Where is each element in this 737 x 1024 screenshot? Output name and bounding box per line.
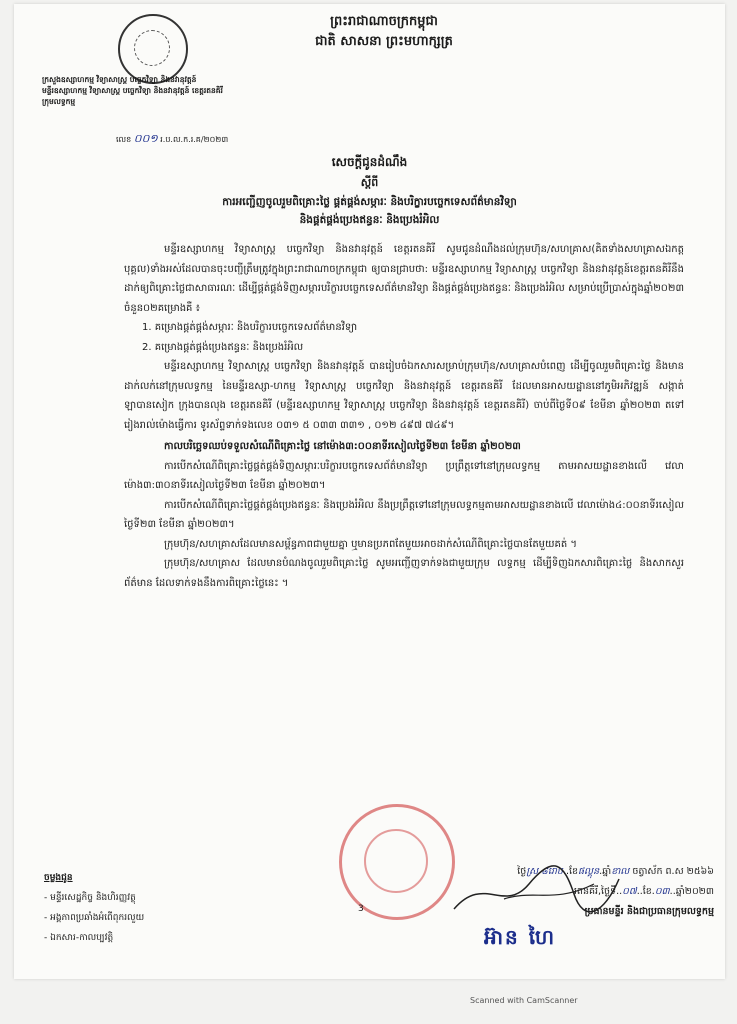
kingdom-title: ព្រះរាជាណាចក្រកម្ពុជា	[330, 14, 438, 29]
signature-scribble	[444, 854, 624, 924]
ref-number-handwritten: ០០១	[133, 132, 158, 145]
ministry-line: ក្រសួងឧស្សាហកម្ម វិទ្យាសាស្ត្រ បច្ចេកវិទ្យា និងនវានុវត្តន៍	[42, 75, 197, 84]
department-line: មន្ទីរឧស្សាហកម្ម វិទ្យាសាស្ត្រ បច្ចេកវិទ្យា និងនវានុវត្តន៍ ខេត្តរតនគិរី	[42, 86, 223, 95]
ref-prefix: លេខ	[116, 135, 132, 144]
scanner-watermark: Scanned with CamScanner	[470, 996, 578, 1005]
ref-suffix: រ.ប.ល.ក.រ.គ/២០២៣	[160, 135, 229, 144]
paragraph-opening-fuel: ការបើកសំណើពិគ្រោះថ្លៃផ្គត់ផ្គង់ប្រេងឥន្ធនៈ និងប្រេងរំអិល នឹងប្រព្រឹត្តទៅនៅក្រុមលទ្ធកម្មតាមអាសយដ្ឋានខាងលើ វេលាម៉ោង៤:០០នាទីរសៀល ថ្ងៃទី២៣ ខែមីនា ឆ្នាំ២០២៣។	[124, 499, 684, 530]
lunar-day-handwritten: ស្រ ៨រោច	[526, 866, 563, 877]
lunar-month-handwritten: ផល្គុន	[578, 866, 600, 877]
subject-label: ស្ដីពី	[360, 176, 379, 189]
copy-to-item: - អង្គភាពប្រឆាំងអំពើពុករលួយ	[44, 913, 145, 923]
paragraph-affiliation: ក្រុមហ៊ុន/សហគ្រាសដែលមានសម្ព័ន្ធភាពជាមួយគ្នា ឬមានប្រភពតែមួយអាចដាក់សំណើពិគ្រោះថ្លៃបានតែមួយគត់ ។	[164, 538, 577, 550]
lunar-month-label: ខែ	[568, 866, 579, 877]
lunar-prefix: ថ្ងៃ	[517, 866, 527, 877]
notice-body	[124, 240, 684, 593]
kingdom-header	[264, 12, 504, 52]
paragraph-deadline: កាលបរិច្ឆេទឈប់ទទួលសំណើពិគ្រោះថ្លៃ នៅម៉ោង៣:០០នាទីរសៀលថ្ងៃទី២៣ ខែមីនា ឆ្នាំ២០២៣	[164, 441, 521, 452]
subject-line-2: និងផ្គត់ផ្គង់ប្រេងឥន្ធនៈ និងប្រេងរំអិល	[299, 214, 440, 226]
paragraph-opening-it: ការបើកសំណើពិគ្រោះថ្លៃផ្គត់ផ្គង់ទិញសម្ភារៈបរិក្ខារបច្ចេកទេសព័ត៌មានវិទ្យា ប្រព្រឹត្តទៅនៅក្រុមលទ្ធកម្ម តាមអាសយដ្ឋានខាងលើ វេលាម៉ោង៣:៣០នាទីរសៀលថ្ងៃទី២៣ ខែមីនា ឆ្នាំ២០២៣។	[124, 460, 684, 491]
signer-name: អ៊ាន ហៃ	[484, 925, 557, 949]
solar-month-handwritten: ០៣	[654, 886, 670, 897]
lunar-suffix: ចត្វាស័ក ព.ស ២៥៦៦	[632, 866, 714, 877]
reference-number	[116, 132, 228, 148]
lunar-year-handwritten: ខាល	[611, 866, 630, 877]
document-page	[14, 4, 725, 979]
copy-to-heading: ចម្លងជូន	[44, 873, 73, 883]
national-motto: ជាតិ សាសនា ព្រះមហាក្សត្រ	[315, 34, 453, 49]
solar-year: ឆ្នាំ២០២៣	[675, 886, 714, 897]
solar-prefix: រតនគិរី,ថ្ងៃទី	[573, 886, 617, 897]
notice-title: សេចក្ដីជូនដំណឹង	[331, 155, 408, 169]
copy-to-item: - ឯកសារ-កាលប្បវត្តិ	[44, 933, 114, 943]
subject-line-1: ការអញ្ជើញចូលរួមពិគ្រោះថ្លៃ ផ្គត់ផ្គង់សម្ភារៈ និងបរិក្ខារបច្ចេកទេសព័ត៌មានវិទ្យា	[222, 196, 517, 208]
signatory-title: ប្រធានមន្ទីរ និងជាប្រធានក្រុមលទ្ធកម្ម	[584, 906, 714, 917]
ministry-block	[42, 74, 302, 107]
copy-to-block	[44, 868, 144, 948]
lunar-date: ថ្ងៃស្រ ៨រោច..ខែផល្គុន.ឆ្នាំខាល ចត្វាស័ក ព.ស ២៥៦៦	[517, 866, 714, 877]
lunar-year-label: ឆ្នាំ	[602, 866, 612, 877]
list-item: 1. គម្រោងផ្គត់ផ្គង់សម្ភារៈ និងបរិក្ខារបច្ចេកទេសព័ត៌មានវិទ្យា	[142, 322, 358, 333]
paragraph-intro: មន្ទីរឧស្សាហកម្ម វិទ្យាសាស្ត្រ បច្ចេកវិទ្យា និងនវានុវត្តន៍ ខេត្តរតនគិរី សូមជូនដំណឹងដល់ក្រុមហ៊ុន/សហគ្រាស(គិតទាំងសហគ្រាសឯកត្តបុគ្គល)ទាំងអស់ដែលបានចុះបញ្ជីត្រឹមត្រូវក្នុងព្រះរាជាណាចក្រកម្ពុជា ឲ្យបានជ្រាបថា: មន្ទីរឧស្សាហកម្ម វិទ្យាសាស្ត្រ បច្ចេកវិទ្យា និងនវានុវត្តន៍ខេត្តរតនគិរីនឹងដាក់ឲ្យពិគ្រោះថ្លៃជាសាធារណៈ ដើម្បីផ្គត់ផ្គង់ទិញសម្ភារបរិក្ខារបច្ចេកទេសព័ត៌មានវិទ្យា និងផ្គត់ផ្គង់ប្រេងឥន្ធនៈ និងប្រេងរំអិល សម្រាប់ប្រើប្រាស់ក្នុងឆ្នាំ២០២៣ ចំនួន០២គម្រោងគឺ ៖	[124, 244, 684, 314]
solar-day-handwritten: ០៧	[622, 886, 637, 897]
list-item: 2. គម្រោងផ្គត់ផ្គង់ប្រេងឥន្ធនៈ និងប្រេងរំអិល	[142, 341, 304, 353]
solar-month-label: ខែ	[642, 886, 652, 897]
page-number: 3	[358, 904, 364, 914]
unit-line: ក្រុមលទ្ធកម្ម	[42, 97, 76, 106]
copy-to-item: - មន្ទីរសេដ្ឋកិច្ច និងហិរញ្ញវត្ថុ	[44, 893, 136, 903]
solar-date: រតនគិរី,ថ្ងៃទី..០៧..ខែ.០៣..ឆ្នាំ២០២៣	[573, 886, 714, 897]
paragraph-documents: មន្ទីរឧស្សាហកម្ម វិទ្យាសាស្ត្រ បច្ចេកវិទ្យា និងនវានុវត្តន៍ បានរៀបចំឯកសារសម្រាប់ក្រុមហ៊ុន/សហគ្រាសបំពេញ ដើម្បីចូលរួមពិគ្រោះថ្លៃ និងមានដាក់លក់នៅក្រុមលទ្ធកម្ម នៃមន្ទីរឧស្សា-ហកម្ម វិទ្យាសាស្ត្រ បច្ចេកវិទ្យា និងនវានុវត្តន៍ ខេត្តរតនគិរី ដែលមានអាសយដ្ឋាននៅភូមិអភិវឌ្ឍន៍ សង្កាត់ឡាបានសៀក ក្រុងបានលុង ខេត្តរតនគិរី (មន្ទីរឧស្សាហកម្ម វិទ្យាសាស្ត្រ បច្ចេកវិទ្យា និងនវានុវត្តន៍ ខេត្តរតនគិរី) ចាប់ពីថ្ងៃទី០៩ ខែមីនា ឆ្នាំ២០២៣ តទៅរៀងរាល់ម៉ោងធ្វើការ ទូរស័ព្ទទាក់ទងលេខ ០៣១ ៥ ០៣៣ ៣៣១ , ០១២ ៤៩៧ ៧៤៩។	[124, 361, 684, 431]
paragraph-contact: ក្រុមហ៊ុន/សហគ្រាស ដែលមានបំណងចូលរួមពិគ្រោះថ្លៃ សូមអញ្ជើញទាក់ទងជាមួយក្រុម លទ្ធកម្ម ដើម្បីទិញឯកសារពិគ្រោះថ្លៃ និងសាកសួរព័ត៌មាន ដែលទាក់ទងនឹងការពិគ្រោះថ្លៃនេះ ។	[124, 558, 684, 589]
